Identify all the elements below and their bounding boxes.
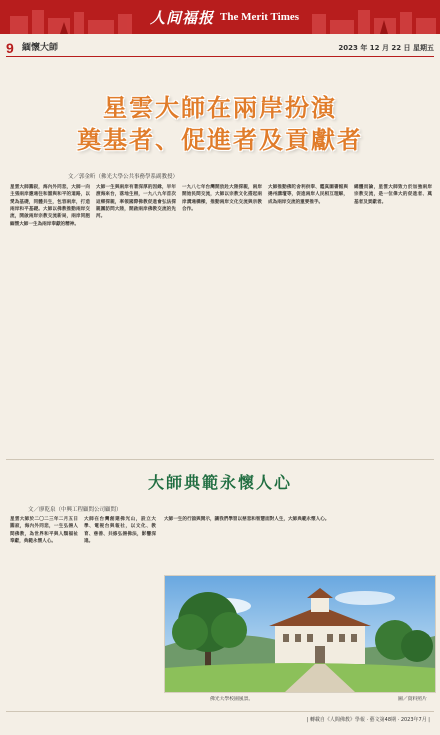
article1-column-3-text: 一九八七年台灣開放赴大陸探親，兩岸開始民間交流，大師以宗教文化搭起兩岸溝通橋樑，推動兩岸文化交流與宗教合作。	[182, 185, 262, 213]
article2-byline: 文／廖乾泉（中興工程顧問公司顧問）	[28, 507, 122, 513]
article1-column-4	[268, 184, 348, 456]
article1-column-1	[10, 184, 90, 456]
masthead-title-cn: 人间福报	[150, 8, 215, 27]
article1-column-5-text: 總體而論，星雲大師致力於加強兩岸宗教交流，是一位偉大的促進者、奠基者及貢獻者。	[354, 185, 432, 205]
campus-photo-illustration	[165, 576, 435, 692]
section-name: 緬懷大師	[22, 43, 59, 53]
article2-column-1-text: 星雲大師於二〇二三年二月五日圓寂，海內外同悲，一生弘揚人間佛教，為世界和平與人類福祉奉獻，典範永懷人心。	[10, 517, 78, 545]
campus-photo[interactable]	[164, 575, 436, 693]
section-bar	[6, 40, 434, 57]
masthead-title-en: The Merit Times	[220, 11, 300, 23]
article1-headline-line2: 奠基者、促進者及貢獻者	[77, 126, 363, 154]
photo-caption: 佛光大學校園風景。	[210, 697, 254, 702]
article1-column-3	[182, 184, 262, 456]
article2-column-3-text: 大師一生的行誼與開示，讓我們學習以慈悲和智慧面對人生，大師典範永懷人心。	[164, 517, 330, 522]
article2-column-2-text: 大師在台灣創建佛光山，設立大學、電視台與報社，以文化、教育、慈善、共修弘揚佛法，影響深遠。	[84, 517, 156, 545]
photo-credit: 圖／資料照片	[398, 697, 427, 702]
article-divider	[6, 459, 434, 460]
page-number: 9	[6, 40, 14, 56]
article1-headline	[60, 92, 380, 156]
article1-column-2-text: 大師一生與兩岸有著深厚的因緣，早年渡海來台，落地生根，一九八九年首次返鄉探親，率領國際佛教促進會弘法探親團訪問大陸，開啟兩岸佛教交流的先河。	[96, 185, 176, 220]
article1-column-2	[96, 184, 176, 456]
article1-column-5	[354, 184, 432, 456]
footer-rule	[6, 711, 434, 712]
article2-column-3	[164, 516, 434, 570]
issue-date: 2023 年 12 月 22 日 星期五	[338, 44, 434, 52]
article1-column-4-text: 大師推動佛陀舍利供奉、鑑真圖書館與揚州講壇等，促進兩岸人民相互理解，成為兩岸交流的重要推手。	[268, 185, 348, 205]
footer-credit: | 轉載自《人間佛教》學報 · 藝文第48期 · 2023年7月 |	[306, 717, 430, 723]
article2-headline: 大師典範永懷人心	[147, 473, 292, 492]
article1-headline-line1: 星雲大師在兩岸扮演	[103, 94, 337, 122]
article2-column-2	[84, 516, 156, 708]
article2-column-1	[10, 516, 78, 708]
masthead-logo[interactable]	[150, 6, 300, 28]
masthead	[0, 0, 440, 34]
article1-column-1-text: 星雲大師圓寂，海內外同悲，大師一向主張兩岸應通往和諧與和平的道路，以愛為基礎，同體共生，包容兩岸，打造兩岸和平基礎。大師以佛教推動兩岸交流，開啟兩岸宗教交流新局，兩岸同胞緬懷大師一生為兩岸奉獻的精神。	[10, 185, 90, 227]
article1-byline: 文／郭金昕（佛光大學公共事務學系副教授）	[68, 174, 179, 180]
